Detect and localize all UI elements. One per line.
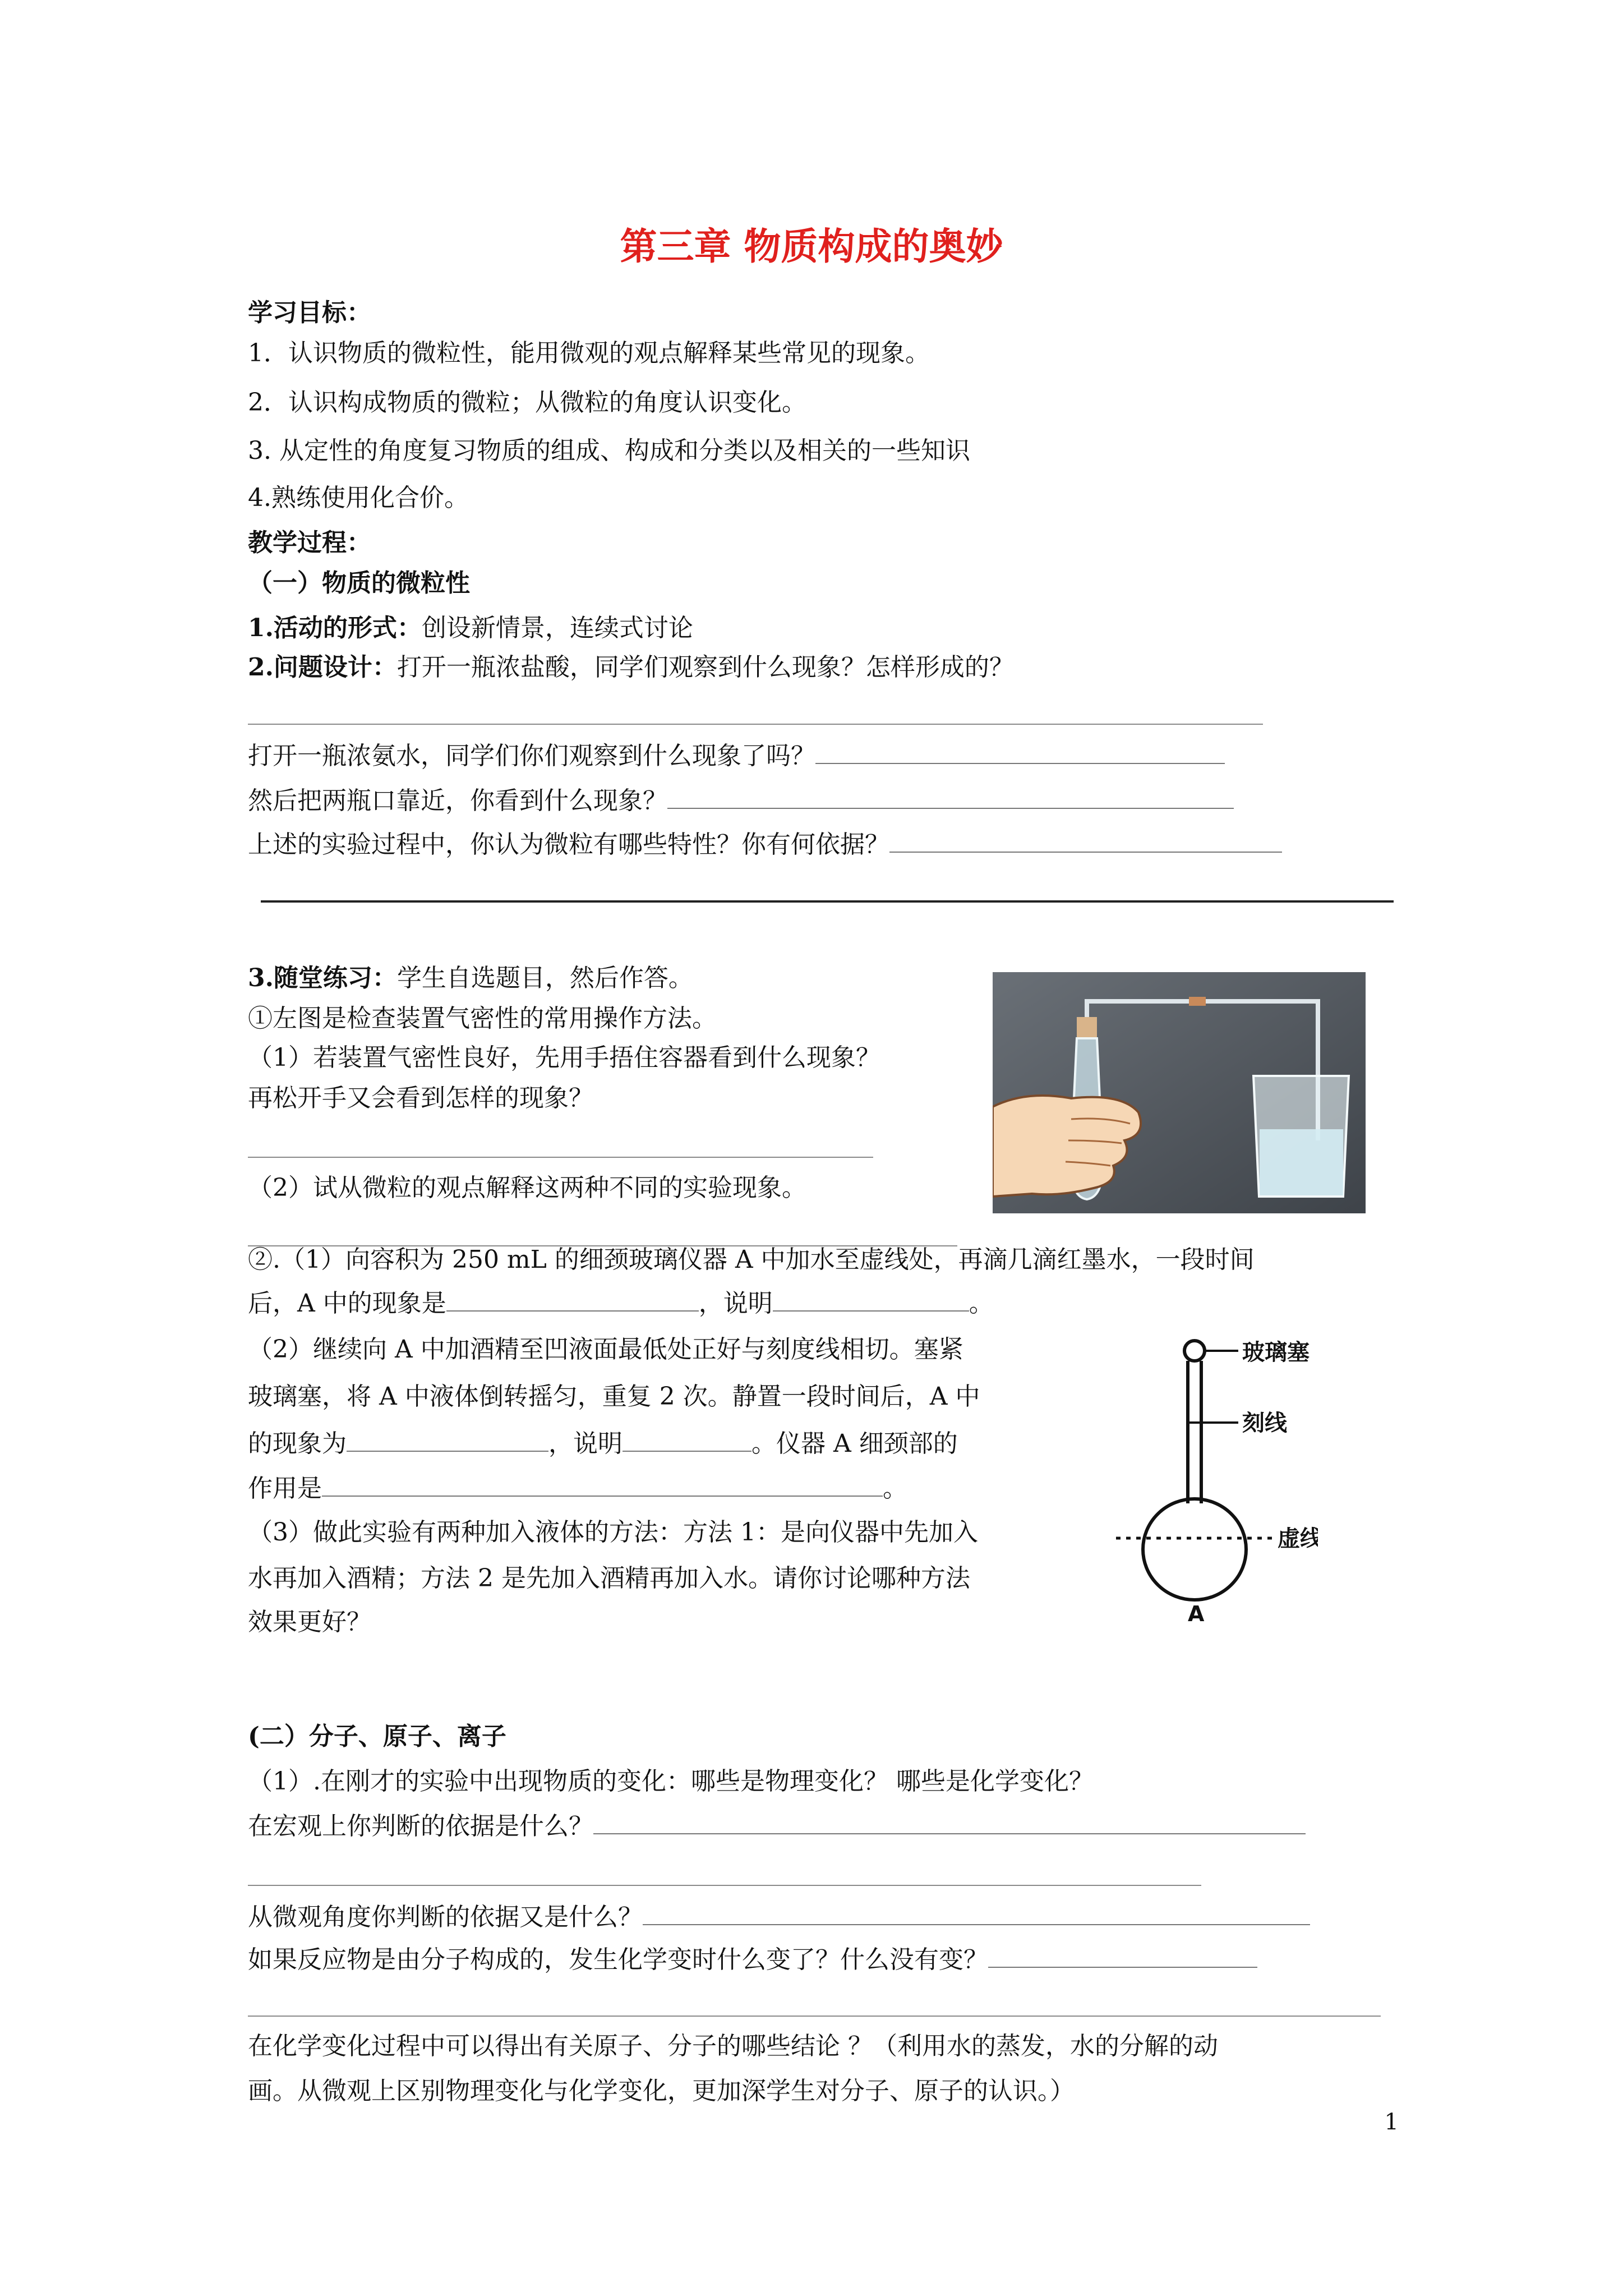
section2-q3: 从微观角度你判断的依据又是什么？ <box>248 1902 1310 1933</box>
volumetric-flask-diagram <box>1110 1335 1318 1627</box>
question-ammonia: 打开一瓶浓氨水，同学们你们观察到什么现象了吗？ <box>248 740 1225 772</box>
goal-item: 1．认识物质的微粒性，能用微观的观点解释某些常见的现象。 <box>248 339 930 367</box>
goals-heading: 学习目标： <box>248 298 371 327</box>
practice1-q2: （2）试从微粒的观点解释这两种不同的实验现象。 <box>248 1174 806 1202</box>
section2-q5-line2: 画。从微观上区别物理变化与化学变化，更加深学生对分子、原子的认识。） <box>248 2077 1075 2105</box>
question-label: 2.问题设计： <box>248 653 397 682</box>
stopper <box>1077 1017 1097 1038</box>
answer-line[interactable] <box>248 724 1263 725</box>
activity-line <box>248 613 693 644</box>
section2-q5-line1: 在化学变化过程中可以得出有关原子、分子的哪些结论 ？（利用水的蒸发，水的分解的动 <box>248 2032 1218 2060</box>
practice2-line5: 的现象为 ，说明 。仪器 A 细颈部的 <box>248 1429 958 1458</box>
label-dashed-line: 虚线 <box>1278 1526 1318 1552</box>
answer-blank[interactable] <box>889 829 1282 853</box>
flask-bulb <box>1143 1499 1246 1600</box>
question-text: 打开一瓶浓盐酸，同学们观察到什么现象？怎样形成的？ <box>396 653 1014 682</box>
question-line <box>248 652 1014 683</box>
practice2-line3: （2）继续向 A 中加酒精至凹液面最低处正好与刻度线相切。塞紧 <box>248 1335 963 1364</box>
practice-label: 3.随堂练习： <box>248 964 397 992</box>
airtightness-illustration <box>993 972 1366 1213</box>
goal-item: 3. 从定性的角度复习物质的组成、构成和分类以及相关的一些知识 <box>248 436 970 465</box>
practice1-q1: （1）若装置气密性良好，先用手捂住容器看到什么现象？ <box>248 1043 880 1072</box>
section1-heading: （一）物质的微粒性 <box>248 569 470 597</box>
page-title: 第三章 物质构成的奥妙 <box>620 225 1003 268</box>
answer-blank[interactable] <box>322 1473 883 1497</box>
activity-text: 创设新情景，连续式讨论 <box>421 614 693 642</box>
section2-heading: (二）分子、原子、离子 <box>248 1722 506 1751</box>
airtightness-photo <box>993 972 1366 1213</box>
goal-item: 2．认识构成物质的微粒；从微粒的角度认识变化。 <box>248 388 806 417</box>
practice2-line7: （3）做此实验有两种加入液体的方法：方法 1：是向仪器中先加入 <box>248 1518 978 1547</box>
answer-blank[interactable] <box>593 1811 1306 1834</box>
answer-blank[interactable] <box>347 1428 548 1452</box>
question-bring-close: 然后把两瓶口靠近，你看到什么现象？ <box>248 785 1234 817</box>
answer-blank[interactable] <box>988 1944 1257 1968</box>
label-mark-line: 刻线 <box>1242 1410 1287 1436</box>
answer-blank[interactable] <box>643 1902 1310 1925</box>
answer-line[interactable] <box>248 2016 1381 2017</box>
practice2-line9: 效果更好？ <box>248 1608 371 1636</box>
practice2-line6: 作用是 。 <box>248 1474 907 1503</box>
activity-label: 1.活动的形式： <box>248 614 422 642</box>
section2-q4: 如果反应物是由分子构成的，发生化学变时什么变了？什么没有变？ <box>248 1944 1257 1976</box>
practice2-line4: 玻璃塞，将 A 中液体倒转摇匀，重复 2 次。静置一段时间后，A 中 <box>248 1382 980 1411</box>
practice1-q1-cont: 再松开手又会看到怎样的现象？ <box>248 1084 593 1112</box>
section2-q1: （1）.在刚才的实验中出现物质的变化：哪些是物理变化？ 哪些是化学变化？ <box>248 1767 1094 1796</box>
label-glass-stopper: 玻璃塞 <box>1242 1340 1310 1365</box>
answer-blank[interactable] <box>446 1288 699 1312</box>
answer-blank[interactable] <box>667 785 1234 809</box>
flask-neck <box>1188 1361 1201 1503</box>
answer-blank[interactable] <box>815 740 1225 764</box>
process-heading: 教学过程： <box>248 528 371 557</box>
rubber-connector <box>1189 997 1206 1006</box>
practice1-intro: ①左图是检查装置气密性的常用操作方法。 <box>248 1004 717 1033</box>
answer-line[interactable] <box>248 1157 873 1158</box>
practice-heading <box>248 963 693 994</box>
beaker-water <box>1260 1129 1343 1195</box>
practice-text: 学生自选题目，然后作答。 <box>396 964 693 992</box>
answer-line[interactable] <box>261 900 1394 903</box>
flask-illustration <box>1110 1335 1318 1627</box>
glass-stopper <box>1184 1341 1205 1361</box>
section2-q2: 在宏观上你判断的依据是什么？ <box>248 1811 1306 1842</box>
practice2-line8: 水再加入酒精；方法 2 是先加入酒精再加入水。请你讨论哪种方法 <box>248 1564 970 1593</box>
page-number: 1 <box>1384 2109 1399 2135</box>
practice2-line2: 后，A 中的现象是 ，说明 。 <box>248 1289 994 1318</box>
answer-blank[interactable] <box>623 1428 751 1452</box>
answer-blank[interactable] <box>773 1288 969 1312</box>
question-particle-properties: 上述的实验过程中，你认为微粒有哪些特性？你有何依据？ <box>248 829 1282 861</box>
label-vessel-a: A <box>1188 1602 1205 1626</box>
answer-line[interactable] <box>248 1885 1201 1886</box>
goal-item: 4.熟练使用化合价。 <box>248 484 469 512</box>
practice2-line1: ②.（1）向容积为 250 mL 的细颈玻璃仪器 A 中加水至虚线处，再滴几滴红墨水，一段时间 <box>248 1245 1255 1274</box>
